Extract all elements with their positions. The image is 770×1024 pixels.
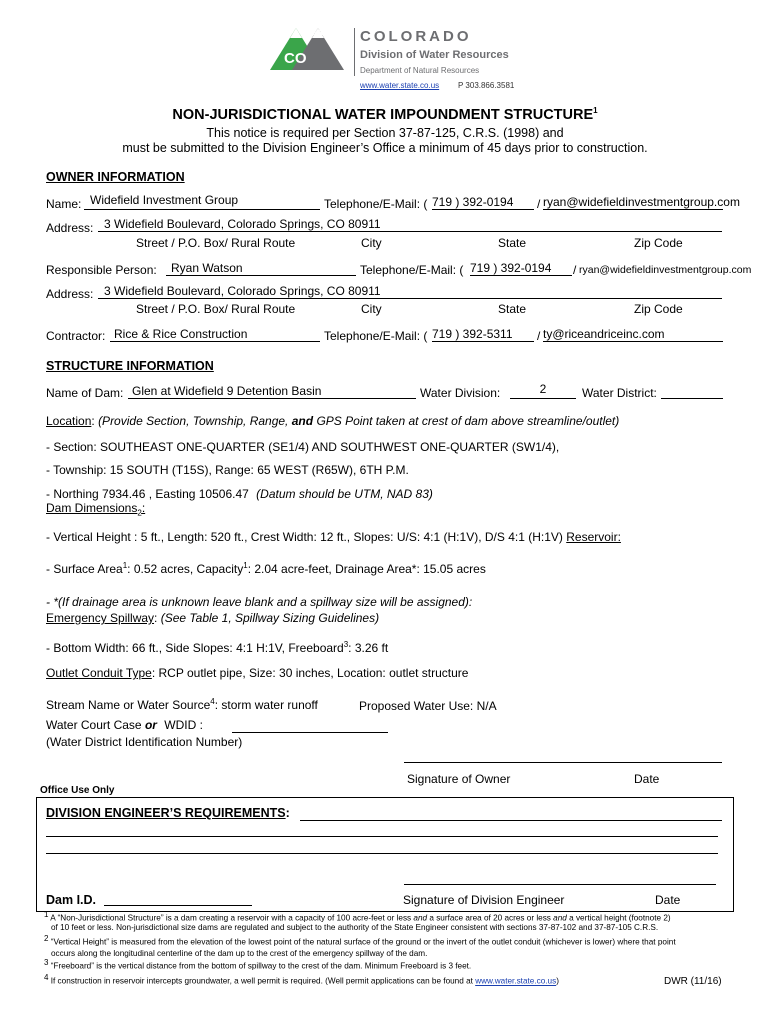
engineer-date-label: Date	[655, 893, 681, 907]
location-line: Location: (Provide Section, Township, Range, and GPS Point taken at crest of dam above streamline/outlet)	[46, 414, 620, 428]
dam-name-field[interactable]: Glen at Widefield 9 Detention Basin	[128, 384, 416, 399]
engineer-signature-label: Signature of Division Engineer	[403, 893, 565, 907]
header-colorado: COLORADO	[360, 28, 472, 45]
responsible-sub-state: State	[498, 302, 527, 316]
logo-co-text: CO	[284, 50, 307, 67]
responsible-sub-street: Street / P.O. Box/ Rural Route	[136, 302, 296, 316]
owner-sub-city: City	[361, 236, 382, 250]
bottom-width-line: - Bottom Width: 66 ft., Side Slopes: 4:1 H:1V, Freeboard$^3$: 3.26 ft	[46, 640, 389, 655]
owner-tel-label: Telephone/E-Mail: (	[324, 197, 428, 211]
responsible-tel-label: Telephone/E-Mail: (	[360, 263, 464, 277]
dnr-logo	[266, 22, 350, 78]
requirements-line-1[interactable]	[300, 820, 722, 821]
vertical-line: - Vertical Height : 5 ft., Length: 520 ft., Crest Width: 12 ft., Slopes: U/S: 4:1 (H:1V), D/S 4:1 (H:1V) Reservoir:	[46, 530, 621, 544]
owner-email-sep: /	[537, 197, 541, 211]
notice-line-2: must be submitted to the Division Engineer’s Office a minimum of 45 days prior to construction.	[122, 141, 648, 155]
footnote-1-line-2: of 10 feet or less. Non-jurisdictional size dams are regulated and subject to the authority of the State Engineer consistent with sections 37-87-102 and 37-87-105 C.R.S.	[51, 923, 659, 932]
requirements-line-3[interactable]	[46, 853, 718, 854]
header-website[interactable]: www.water.state.co.us	[360, 81, 440, 90]
responsible-email-field[interactable]: ryan@widefieldinvestmentgroup.com	[579, 264, 752, 276]
footnote-4: $^4$ If construction in reservoir intercepts groundwater, a well permit is required. (Well permit applications can be found at www.water.state.co.us)	[44, 973, 559, 986]
owner-address-label: Address:	[46, 221, 94, 235]
contractor-tel-field[interactable]: 719 ) 392-5311	[432, 327, 534, 342]
footnote-link[interactable]: www.water.state.co.us	[475, 976, 557, 986]
dam-dimensions-label: Dam Dimensions$_2$:	[46, 501, 146, 518]
township-line: - Township: 15 SOUTH (T15S), Range: 65 WEST (R65W), 6TH P.M.	[46, 463, 409, 477]
dam-id-label: Dam I.D.	[46, 893, 97, 907]
responsible-label: Responsible Person:	[46, 263, 157, 277]
owner-name-field[interactable]	[84, 193, 320, 210]
header-department: Department of Natural Resources	[360, 66, 480, 75]
vertical-divider	[354, 28, 355, 76]
northing-line: - Northing 7934.46 , Easting 10506.47 (Datum should be UTM, NAD 83)	[46, 487, 433, 501]
owner-signature-label: Signature of Owner	[407, 772, 511, 786]
court-paren: (Water District Identification Number)	[46, 735, 243, 749]
owner-heading: OWNER INFORMATION	[46, 170, 185, 184]
responsible-sub-zip: Zip Code	[634, 302, 683, 316]
dam-name-label: Name of Dam:	[46, 386, 124, 400]
footnote-2: $^2$ “Vertical Height” is measured from the elevation of the lowest point of the natural surface of the ground or the invert of the outlet conduit (whichever is lower) where that point	[44, 934, 676, 947]
owner-signature-line[interactable]	[404, 762, 722, 763]
dam-id-line[interactable]	[104, 905, 252, 906]
surface-line: - Surface Area$^1$: 0.52 acres, Capacity$^1$: 2.04 acre-feet, Drainage Area*: 15.05 acres	[46, 561, 486, 576]
wdid-field[interactable]	[232, 718, 388, 733]
owner-date-label: Date	[634, 772, 660, 786]
responsible-email-sep: /	[573, 263, 577, 277]
contractor-label: Contractor:	[46, 329, 106, 343]
owner-sub-street: Street / P.O. Box/ Rural Route	[136, 236, 296, 250]
spillway-line: Emergency Spillway: (See Table 1, Spillway Sizing Guidelines)	[46, 611, 380, 625]
responsible-sub-city: City	[361, 302, 382, 316]
contractor-field[interactable]: Rice & Rice Construction	[110, 327, 320, 342]
owner-address-field[interactable]: 3 Widefield Boulevard, Colorado Springs, CO 80911	[98, 217, 722, 232]
engineer-signature-line[interactable]	[404, 884, 716, 885]
water-use: Proposed Water Use: N/A	[359, 699, 497, 713]
outlet-line: Outlet Conduit Type: RCP outlet pipe, Size: 30 inches, Location: outlet structure	[46, 666, 469, 680]
contractor-email-field[interactable]: ty@riceandriceinc.com	[543, 327, 723, 342]
owner-email-field[interactable]: ryan@widefieldinvestmentgroup.com	[543, 195, 740, 209]
water-division-label: Water Division:	[420, 386, 501, 400]
owner-tel-field[interactable]: 719 ) 392-0194	[432, 195, 534, 210]
form-id: DWR (11/16)	[664, 976, 722, 987]
responsible-address-field[interactable]: 3 Widefield Boulevard, Colorado Springs, CO 80911	[98, 284, 722, 299]
logo-dnr-text: DNR	[308, 30, 324, 37]
notice-line-1: This notice is required per Section 37-87-125, C.R.S. (1998) and	[206, 126, 564, 140]
header-phone: P 303.866.3581	[458, 81, 515, 90]
header-division: Division of Water Resources	[360, 49, 509, 61]
stream-line: Stream Name or Water Source$^4$: storm water runoff	[46, 697, 318, 712]
contractor-tel-label: Telephone/E-Mail: (	[324, 329, 428, 343]
requirements-label: DIVISION ENGINEER’S REQUIREMENTS:	[46, 806, 290, 820]
responsible-address-label: Address:	[46, 287, 94, 301]
office-use-label: Office Use Only	[40, 785, 115, 796]
footnote-1: $^1$ A “Non-Jurisdictional Structure” is a dam creating a reservoir with a capacity of 100 acre-feet or less and a surface area of 20 acres or less and a vertical height (footnote 2)	[44, 910, 671, 923]
footnote-3: $^3$ “Freeboard” is the vertical distance from the bottom of spillway to the crest of the dam. Minimum Freeboard is 3 feet.	[44, 958, 472, 971]
owner-sub-zip: Zip Code	[634, 236, 683, 250]
page-title: NON-JURISDICTIONAL WATER IMPOUNDMENT STRUCTURE$^1$	[172, 106, 598, 123]
responsible-tel-field[interactable]: 719 ) 392-0194	[470, 261, 572, 276]
drainage-note: - *(If drainage area is unknown leave blank and a spillway size will be assigned):	[46, 595, 473, 609]
contractor-email-sep: /	[537, 329, 541, 343]
court-line: Water Court Case or WDID :	[46, 718, 203, 732]
footnote-2-line-2: occurs along the longitudinal centerline of the dam up to the crest of the emergency spillway of the dam.	[51, 949, 428, 958]
owner-name-label: Name:	[46, 197, 82, 211]
water-district-label: Water District:	[582, 386, 657, 400]
water-division-field[interactable]: 2	[510, 382, 576, 399]
owner-name-value: Widefield Investment Group	[90, 193, 239, 207]
requirements-line-2[interactable]	[46, 836, 718, 837]
structure-heading: STRUCTURE INFORMATION	[46, 359, 214, 373]
water-district-field[interactable]	[661, 384, 723, 399]
owner-sub-state: State	[498, 236, 527, 250]
responsible-field[interactable]: Ryan Watson	[166, 261, 356, 276]
section-line: - Section: SOUTHEAST ONE-QUARTER (SE1/4) AND SOUTHWEST ONE-QUARTER (SW1/4),	[46, 440, 560, 454]
